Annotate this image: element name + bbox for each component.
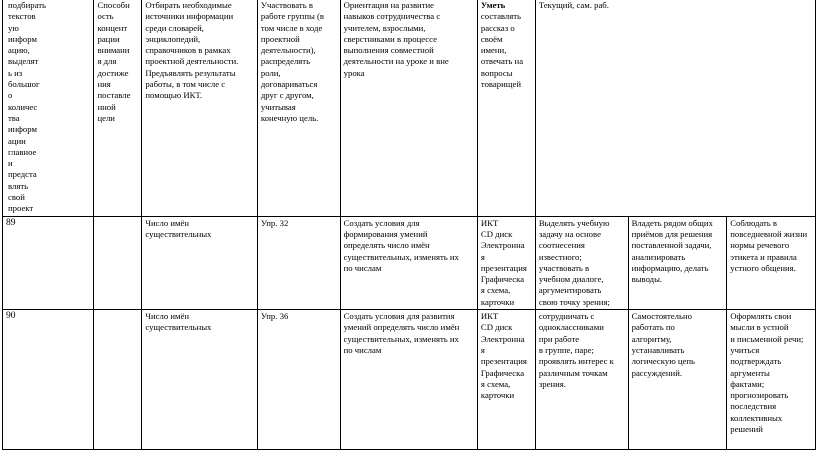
ikt-text: ИКТ CD диск Электронна я презентация Графическа я схема, карточки: [480, 311, 527, 401]
table-cell: [257, 0, 340, 216]
cognitive-text: Отбирать необходимые источники информации среди словарей, энциклопедий, справочников в рамках проектной деятельности. Предъявлять результаты работы, в том числе с помощью ИКТ.: [145, 0, 239, 101]
table-cell: [535, 0, 815, 216]
regulative-text: Владеть рядом общих приёмов для решения поставленной задачи, анализировать информацию, делать выводы.: [631, 217, 713, 285]
lesson-plan-table: [2, 0, 816, 450]
skill-heading: Уметь: [480, 0, 506, 10]
communicative-text: Участвовать в работе группы (в том числе в ходе проектной деятельности), распределять роли, договариваться друг с другом, учитывая конечную цель.: [260, 0, 324, 123]
skill-text: составлять рассказ о своём имени, отвечать на вопросы товарищей: [480, 11, 524, 90]
skills-text: подбирать текстов ую информ ацию, выделят ь из большог о количес тва информ ации главное и предста влять свой проект: [8, 0, 46, 214]
lesson-number: 90: [6, 311, 16, 322]
table-cell: [727, 216, 816, 309]
table-cell: [3, 216, 94, 309]
exercise-text: Упр. 32: [260, 217, 289, 228]
activity-text: сотрудничать с одноклассниками при работе в группе, паре; проявлять интерес к различным точкам зрения.: [538, 311, 614, 389]
table-cell: [94, 216, 142, 309]
goal-text: Создать условия для развития умений определять число имён существительных, изменять их по числам: [343, 311, 460, 355]
table-cell: [477, 216, 535, 309]
goal-text: Создать условия для формирования умений определять число имён существительных, изменять их по числам: [343, 217, 459, 273]
personal-text: Соблюдать в повседневной жизни нормы речевого этикета и правила устного общения.: [730, 217, 808, 273]
table-cell: [340, 216, 477, 309]
lesson-topic: Число имён существительных: [145, 311, 212, 333]
table-cell: [3, 0, 94, 216]
exercise-text: Упр. 36: [260, 311, 289, 322]
table-row: [3, 0, 816, 216]
activity-text: Выделять учебную задачу на основе соотнесения известного; участвовать в учебном диалоге, аргументировать свою точку зрения;: [538, 217, 610, 307]
table-cell: [340, 0, 477, 216]
table-cell: [535, 216, 628, 309]
table-cell: [628, 216, 727, 309]
ikt-text: ИКТ CD диск Электронна я презентация Графическа я схема, карточки: [480, 217, 527, 307]
table-cell: [142, 0, 258, 216]
ability-text: Способн ость концент рации внимани я для достиже ния поставле нной цели: [97, 0, 131, 123]
table-cell: [257, 216, 340, 309]
control-text: Текущий, сам. раб.: [538, 0, 609, 10]
table-row: [3, 216, 816, 309]
lesson-topic: Число имён существительных: [145, 217, 212, 239]
regulative-text: Самостоятельно работать по алгоритму, устанавливать логическую цепь рассуждений.: [631, 311, 696, 378]
personal-text: Оформлять свои мысли в устной и письменной речи; учиться подтверждать аргументы фактами; прогнозировать последствия коллективных решений: [730, 311, 804, 434]
table-cell: [94, 0, 142, 216]
lesson-number: 89: [6, 217, 16, 228]
table-cell: [477, 0, 535, 216]
table-cell: [142, 216, 258, 309]
orientation-text: Ориентация на развитие навыков сотрудничества с учителем, взрослыми, сверстниками в процессе выполнения совместной деятельности на уроке и вне урока: [343, 0, 449, 78]
